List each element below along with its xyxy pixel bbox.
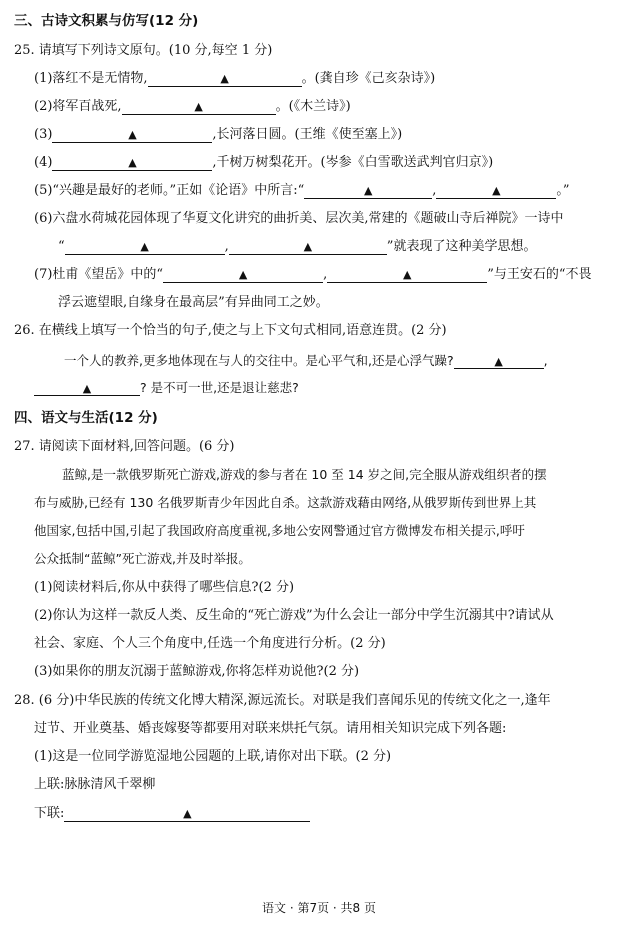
q25-3-post: ,长河落日圆。(王维《使至塞上》): [212, 127, 403, 142]
q25-item-4: [34, 155, 493, 171]
triangle-marker-icon: ▲: [364, 184, 373, 197]
triangle-marker-icon: ▲: [128, 128, 137, 141]
q25-2-pre: (2)将军百战死,: [34, 99, 122, 114]
q25-2-post: 。(《木兰诗》): [275, 99, 351, 114]
q25-item-3: [34, 127, 402, 143]
q25-item-2: [34, 99, 351, 115]
answer-blank[interactable]: [454, 353, 544, 369]
q25-5-mid: ,: [432, 183, 437, 198]
q26-line2: [34, 380, 299, 396]
q25-item-7-line2: 浮云遮望眼,自缘身在最高层”有异曲同工之妙。: [58, 295, 329, 310]
triangle-marker-icon: ▲: [140, 240, 149, 253]
q25-item-7-line1: [34, 267, 592, 283]
q27-sub3: (3)如果你的朋友沉溺于蓝鲸游戏,你将怎样劝说他?(2 分): [34, 664, 360, 679]
q27-sub1: (1)阅读材料后,你从中获得了哪些信息?(2 分): [34, 580, 295, 595]
q26-stem: 26. 在横线上填写一个恰当的句子,使之与上下文句式相同,语意连贯。(2 分): [14, 323, 447, 338]
triangle-marker-icon: ▲: [194, 100, 203, 113]
q25-7-pre: (7)杜甫《望岳》中的“: [34, 267, 164, 282]
couplet-lower: [34, 806, 310, 822]
q25-4-post: ,千树万树梨花开。(岑参《白雪歌送武判官归京》): [212, 155, 494, 170]
q25-1-post: 。(龚自珍《己亥杂诗》): [301, 71, 436, 86]
q25-3-pre: (3): [34, 127, 53, 142]
answer-blank[interactable]: [304, 183, 432, 199]
q28-stem-line2: 过节、开业奠基、婚丧嫁娶等都要用对联来烘托气氛。请用相关知识完成下列各题:: [34, 721, 507, 736]
triangle-marker-icon: ▲: [492, 184, 501, 197]
answer-blank[interactable]: [64, 806, 310, 822]
couplet-lower-label: 下联:: [34, 806, 65, 821]
answer-blank[interactable]: [52, 127, 212, 143]
q25-item-1: [34, 71, 435, 87]
q26-text1: 一个人的教养,更多地体现在与人的交往中。是心平气和,还是心浮气躁?: [64, 353, 454, 368]
q25-1-pre: (1)落红不是无情物,: [34, 71, 148, 86]
answer-blank[interactable]: [229, 239, 387, 255]
q25-7-post: ”与王安石的“不畏: [487, 267, 592, 282]
q25-item-5: [34, 183, 570, 199]
q27-material-line1: 蓝鲸,是一款俄罗斯死亡游戏,游戏的参与者在 10 至 14 岁之间,完全服从游戏组织者的摆: [62, 467, 547, 482]
q27-material-line3: 他国家,包括中国,引起了我国政府高度重视,多地公安网警通过官方微博发布相关提示,呼吁: [34, 523, 525, 538]
q25-6-mid: ,: [224, 239, 229, 254]
q28-stem-line1: 28. (6 分)中华民族的传统文化博大精深,源远流长。对联是我们喜闻乐见的传统文化之一,逢年: [14, 693, 551, 708]
q26-text2: ? 是不可一世,还是退让慈悲?: [140, 380, 299, 395]
answer-blank[interactable]: [34, 380, 140, 396]
answer-blank[interactable]: [436, 183, 556, 199]
couplet-upper: 上联:脉脉清风千翠柳: [34, 777, 156, 792]
triangle-marker-icon: ▲: [82, 382, 92, 395]
q25-item-6-line1: (6)六盘水荷城花园体现了华夏文化讲究的曲折美、层次美,常建的《题破山寺后禅院》一诗中: [34, 211, 564, 226]
answer-blank[interactable]: [148, 71, 302, 87]
q25-7-mid: ,: [323, 267, 328, 282]
triangle-marker-icon: ▲: [220, 72, 229, 85]
answer-blank[interactable]: [52, 155, 212, 171]
answer-blank[interactable]: [65, 239, 225, 255]
triangle-marker-icon: ▲: [303, 240, 313, 253]
q27-sub2-line1: (2)你认为这样一款反人类、反生命的“死亡游戏”为什么会让一部分中学生沉溺其中?请试从: [34, 608, 554, 623]
q27-material-line4: 公众抵制“蓝鲸”死亡游戏,并及时举报。: [34, 551, 251, 566]
q27-stem: 27. 请阅读下面材料,回答问题。(6 分): [14, 439, 235, 454]
section-4-title: 四、语文与生活(12 分): [14, 410, 158, 426]
q27-material-line2: 布与威胁,已经有 130 名俄罗斯青少年因此自杀。这款游戏藉由网络,从俄罗斯传到世界上其: [34, 495, 537, 510]
q26-line1: 一个人的教养,更多地体现在与人的交往中。是心平气和,还是心浮气躁? ▲ ,: [64, 353, 548, 368]
triangle-marker-icon: ▲: [494, 355, 503, 368]
page-footer: 语文 · 第7页 · 共8 页: [262, 901, 376, 915]
q25-6-post: ”就表现了这种美学思想。: [386, 239, 537, 254]
q25-5-pre: (5)“兴趣是最好的老师。”正如《论语》中所言:“: [34, 183, 305, 198]
q27-sub2-line2: 社会、家庭、个人三个角度中,任选一个角度进行分析。(2 分): [34, 636, 386, 651]
section-3-title: 三、古诗文积累与仿写(12 分): [14, 13, 199, 29]
q25-6-pre: “: [58, 239, 65, 254]
q25-stem: 25. 请填写下列诗文原句。(10 分,每空 1 分): [14, 43, 273, 58]
q28-sub1: (1)这是一位同学游览湿地公园题的上联,请你对出下联。(2 分): [34, 749, 392, 764]
answer-blank[interactable]: [163, 267, 323, 283]
q25-5-post: 。”: [556, 183, 570, 198]
answer-blank[interactable]: [327, 267, 487, 283]
triangle-marker-icon: ▲: [402, 268, 412, 281]
triangle-marker-icon: ▲: [128, 156, 137, 169]
triangle-marker-icon: ▲: [238, 268, 248, 281]
triangle-marker-icon: ▲: [183, 807, 192, 820]
q25-item-6-line2: [58, 239, 536, 255]
answer-blank[interactable]: [122, 99, 276, 115]
q25-4-pre: (4): [34, 155, 53, 170]
